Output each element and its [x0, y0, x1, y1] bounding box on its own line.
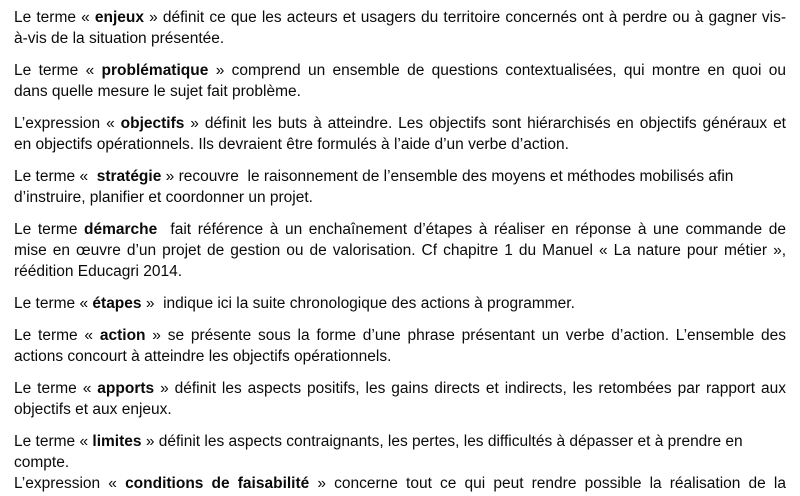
- paragraph-3: [14, 113, 786, 155]
- term-bold: conditions de faisabilité: [125, 475, 310, 492]
- term-bold: stratégie: [96, 168, 162, 185]
- text-segment: Le terme «: [14, 327, 100, 344]
- text-segment: » recouvre le raisonnement de l’ensemble des moyens et méthodes mobilisés afin: [161, 168, 734, 185]
- text-segment: » indique ici la suite chronologique des actions à programmer.: [141, 295, 575, 312]
- term-bold: action: [99, 327, 146, 344]
- text-segment: Le terme «: [14, 62, 102, 79]
- text-line: [14, 240, 786, 261]
- paragraph-4: [14, 166, 786, 208]
- text-line: [14, 293, 786, 314]
- text-line: [14, 325, 786, 346]
- paragraph-10: [14, 473, 786, 494]
- paragraph-2: [14, 60, 786, 102]
- paragraph-1: [14, 7, 786, 49]
- text-segment: objectifs et aux enjeux.: [14, 401, 172, 418]
- text-segment: » comprend un ensemble de questions contextualisées, qui montre en quoi ou: [208, 62, 787, 79]
- term-bold: problématique: [101, 62, 209, 79]
- text-line: [14, 166, 786, 187]
- term-bold: apports: [97, 380, 155, 397]
- text-segment: mise en œuvre d’un projet de gestion ou de valorisation. Cf chapitre 1 du Manuel « La nature pour métier »,: [14, 242, 786, 259]
- term-bold: limites: [92, 433, 142, 450]
- paragraph-5: [14, 219, 786, 282]
- text-segment: L’expression «: [14, 475, 126, 492]
- text-line: [14, 261, 786, 282]
- text-line: [14, 81, 786, 102]
- term-bold: objectifs: [120, 115, 185, 132]
- text-segment: dans quelle mesure le sujet fait problème.: [14, 83, 301, 100]
- text-segment: » définit ce que les acteurs et usagers du territoire concernés ont à perdre ou à gagner vis-: [143, 9, 786, 26]
- text-segment: » définit les aspects positifs, les gains directs et indirects, les retombées par rapport aux: [154, 380, 786, 397]
- text-line: [14, 28, 786, 49]
- paragraph-8: [14, 378, 786, 420]
- term-bold: étapes: [92, 295, 142, 312]
- text-segment: Le terme «: [14, 9, 95, 26]
- text-line: [14, 473, 786, 494]
- text-segment: réédition Educagri 2014.: [14, 263, 183, 280]
- text-line: [14, 60, 786, 81]
- term-bold: démarche: [84, 221, 158, 238]
- text-segment: compte.: [14, 454, 70, 471]
- paragraph-6: [14, 293, 786, 314]
- text-segment: fait référence à un enchaînement d’étapes à réaliser en réponse à une commande de: [157, 221, 786, 238]
- text-segment: Le terme «: [14, 380, 98, 397]
- text-segment: actions concourt à atteindre les objectifs opérationnels.: [14, 348, 392, 365]
- text-segment: à-vis de la situation présentée.: [14, 30, 225, 47]
- text-line: [14, 7, 786, 28]
- text-line: [14, 399, 786, 420]
- text-line: [14, 431, 786, 452]
- text-line: [14, 452, 786, 473]
- text-line: [14, 346, 786, 367]
- text-segment: » concerne tout ce qui peut rendre possible la réalisation de la: [309, 475, 786, 492]
- paragraph-9: [14, 431, 786, 473]
- text-line: [14, 219, 786, 240]
- text-segment: L’expression «: [14, 115, 121, 132]
- text-line: [14, 187, 786, 208]
- text-segment: Le terme: [14, 221, 85, 238]
- text-segment: d’instruire, planifier et coordonner un projet.: [14, 189, 313, 206]
- text-line: [14, 113, 786, 134]
- text-segment: » définit les aspects contraignants, les pertes, les difficultés à dépasser et à prendre en: [141, 433, 743, 450]
- paragraph-7: [14, 325, 786, 367]
- text-segment: Le terme «: [14, 433, 93, 450]
- text-segment: en objectifs opérationnels. Ils devraient être formulés à l’aide d’un verbe d’action.: [14, 136, 569, 153]
- text-line: [14, 378, 786, 399]
- term-bold: enjeux: [94, 9, 144, 26]
- text-segment: Le terme «: [14, 168, 97, 185]
- text-segment: » définit les buts à atteindre. Les objectifs sont hiérarchisés en objectifs généraux et: [184, 115, 786, 132]
- text-line: [14, 134, 786, 155]
- text-segment: Le terme «: [14, 295, 93, 312]
- text-segment: » se présente sous la forme d’une phrase présentant un verbe d’action. L’ensemble des: [145, 327, 786, 344]
